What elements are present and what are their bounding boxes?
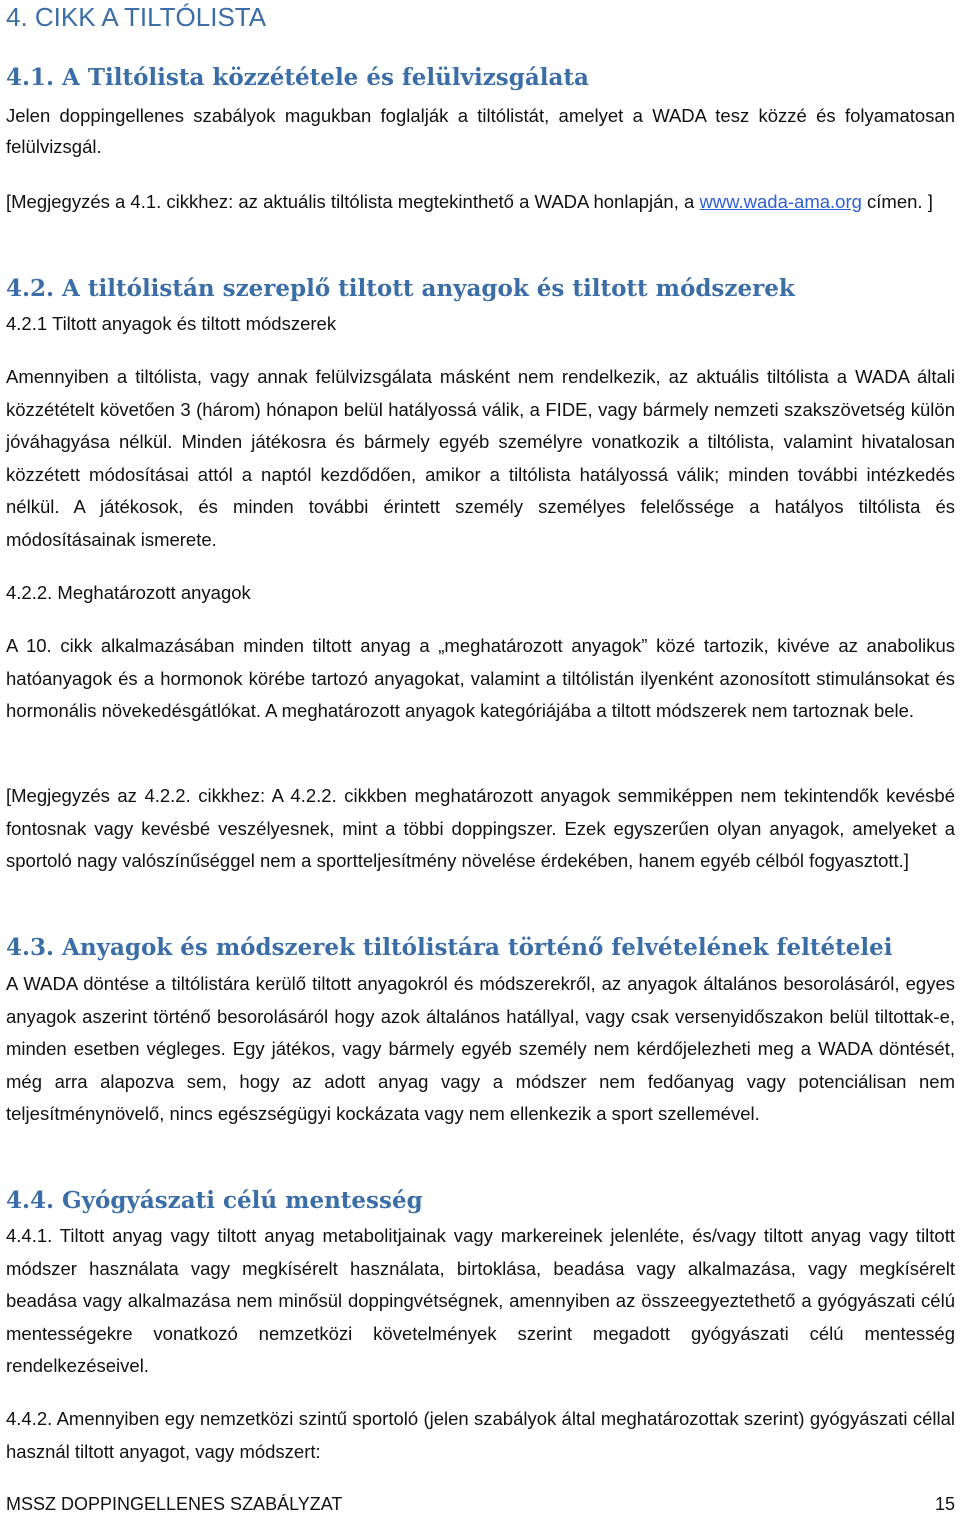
- chapter-title: 4. CIKK A TILTÓLISTA: [6, 2, 267, 32]
- section-4-4-heading: 4.4. Gyógyászati célú mentesség: [6, 1187, 423, 1214]
- section-4-1-heading: 4.1. A Tiltólista közzététele és felülvizsgálata: [6, 64, 589, 91]
- section-4-4-1-paragraph: 4.4.1. Tiltott anyag vagy tiltott anyag metabolitjainak vagy markereinek jelenléte, és/vagy tiltott anyag vagy tiltott módszer használata vagy megkísérelt használata, birtoklása, beadása vagy alkalmazása, vagy megkísérelt beadása vagy alkalmazása nem minősül doppingvétségnek, amennyiben az összeegyeztethető a gyógyászati célú mentességekre vonatkozó nemzetközi követelmények szerint megadott gyógyászati célú mentesség rendelkezéseivel.: [6, 1225, 955, 1376]
- page-number: 15: [934, 1494, 955, 1514]
- subsection-4-2-2-title: 4.2.2. Meghatározott anyagok: [6, 582, 251, 603]
- section-4-3-paragraph: A WADA döntése a tiltólistára kerülő tiltott anyagokról és módszerekről, az anyagok általános besorolásáról, egyes anyagok aszerint történő besorolásáról hogy azok általános hatállyal, vagy csak versenyidőszakon belül tiltottak-e, minden esetben végleges. Egy játékos, vagy bármely egyéb személy nem kérdőjelezheti meg a WADA döntését, még arra alapozva sem, hogy az adott anyag vagy a módszer nem fedőanyag vagy potenciálisan nem teljesítménynövelő, nincs egészségügyi kockázata vagy nem ellenkezik a sport szellemével.: [6, 973, 955, 1124]
- section-4-2-2-note: [Megjegyzés az 4.2.2. cikkhez: A 4.2.2. cikkben meghatározott anyagok semmiképpen nem tekintendők kevésbé fontosnak vagy kevésbé veszélyesnek, mint a többi doppingszer. Ezek egyszerűen olyan anyagok, amelyeket a sportoló nagy valószínűséggel nem a sportteljesítmény növelése érdekében, hanem egyéb célból fogyasztott.]: [6, 785, 955, 871]
- section-4-2-2-paragraph: A 10. cikk alkalmazásában minden tiltott anyag a „meghatározott anyagok” közé tartozik, kivéve az anabolikus hatóanyagok és a hormonok körébe tartozó anyagokat, valamint a tiltólistán ilyenként azonosított stimulánsokat és hormonális növekedésgátlókat. A meghatározott anyagok kategóriájába a tiltott módszerek nem tartoznak bele.: [6, 635, 955, 721]
- section-4-1-note: [6, 186, 955, 217]
- note-text-before: [Megjegyzés a 4.1. cikkhez: az aktuális tiltólista megtekinthető a WADA honlapján, a: [6, 191, 700, 212]
- section-4-1-body: Jelen doppingellenes szabályok magukban foglalják a tiltólistát, amelyet a WADA tesz közzé és folyamatosan felülvizsgál.: [6, 105, 955, 157]
- section-4-2-heading: 4.2. A tiltólistán szereplő tiltott anyagok és tiltott módszerek: [6, 275, 795, 302]
- section-4-2-1-paragraph: Amennyiben a tiltólista, vagy annak felülvizsgálata másként nem rendelkezik, az aktuális tiltólista a WADA általi közzétételt követően 3 (három) hónapon belül hatályossá válik, a FIDE, vagy bármely nemzeti szakszövetség külön jóváhagyása nélkül. Minden játékosra és bármely egyéb személyre vonatkozik a tiltólista, valamint hivatalosan közzétett módosításai attól a naptól kezdődően, amikor a tiltólista hatályossá válik; minden további intézkedés nélkül. A játékosok, és minden további érintett személy személyes felelőssége a hatályos tiltólista és módosításainak ismerete.: [6, 366, 955, 550]
- wada-link[interactable]: www.wada-ama.org: [699, 191, 862, 212]
- section-4-4-2-paragraph: 4.4.2. Amennyiben egy nemzetközi szintű sportoló (jelen szabályok által meghatározottak szerint) gyógyászati céllal használ tiltott anyagot, vagy módszert:: [6, 1408, 955, 1462]
- subsection-4-2-1-title: 4.2.1 Tiltott anyagok és tiltott módszerek: [6, 313, 337, 334]
- footer-title: MSSZ DOPPINGELLENES SZABÁLYZAT: [6, 1494, 343, 1514]
- page-footer: [6, 1494, 955, 1515]
- note-text-after: címen. ]: [861, 191, 933, 212]
- section-4-3-heading: 4.3. Anyagok és módszerek tiltólistára történő felvételének feltételei: [6, 934, 893, 961]
